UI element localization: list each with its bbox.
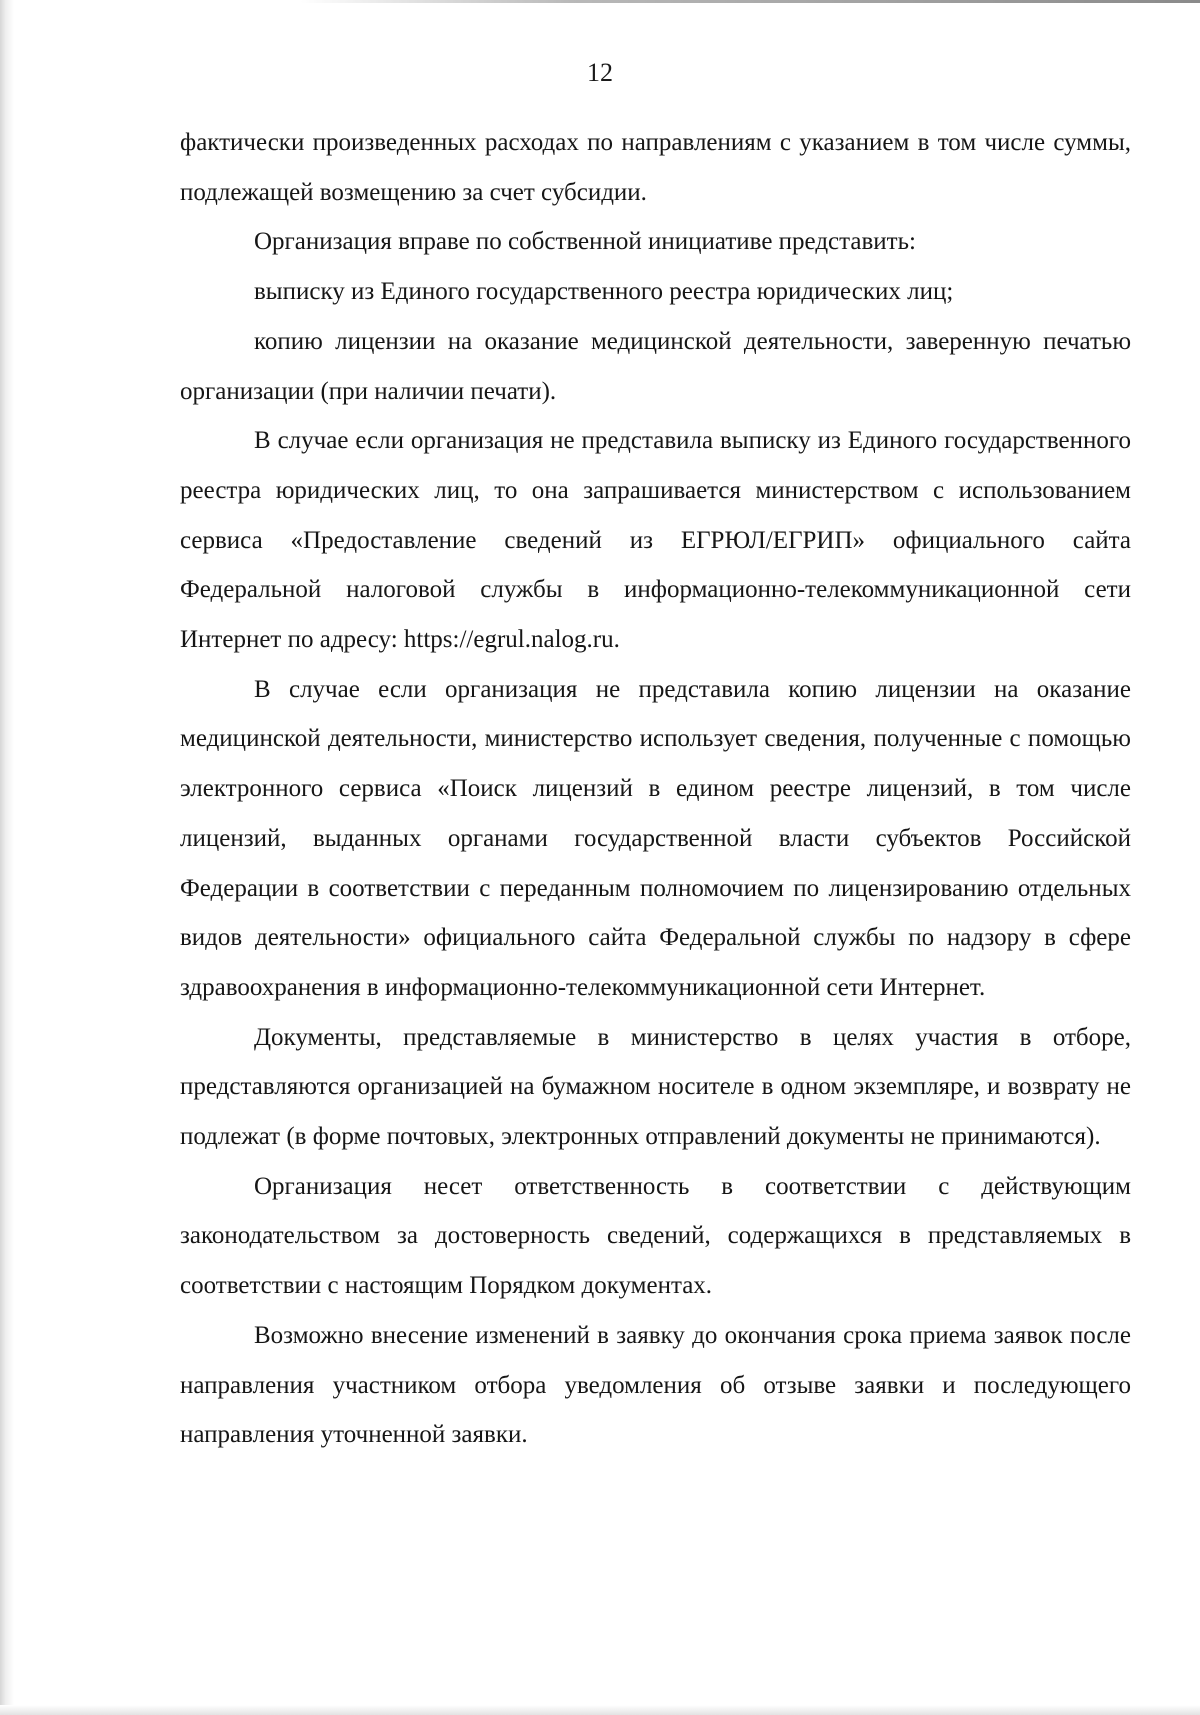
paragraph-license-copy: копию лицензии на оказание медицинской деятельности, заверенную печатью организации (при наличии печати). bbox=[180, 327, 1131, 405]
scan-edge-bottom bbox=[0, 1705, 1200, 1715]
paragraph-egrul-request: В случае если организация не представила выписку из Единого государственного реестра юридических лиц, то она запрашивается министерством с использованием сервиса «Предоставление сведений из ЕГРЮЛ/ЕГРИП» официального сайта Федеральной налоговой службы в информационно-телекоммуникационной сети Интернет по адресу: https://egrul.nalog.ru. bbox=[180, 427, 1131, 654]
paragraph-continuation: фактически произведенных расходах по направлениям с указанием в том числе суммы, подлежащей возмещению за счет субсидии. bbox=[180, 129, 1131, 206]
scan-edge-top bbox=[300, 0, 1200, 3]
paragraph-license-search: В случае если организация не представила копию лицензии на оказание медицинской деятельности, министерство использует сведения, полученные с помощью электронного сервиса «Поиск лицензий в едином реестре лицензий, в том числе лицензий, выданных органами государственной власти субъектов Российской Федерации в соответствии с переданным полномочием по лицензированию отдельных видов деятельности» официального сайта Федеральной службы по надзору в сфере здравоохранения в информационно-телекоммуникационной сети Интернет. bbox=[180, 675, 1131, 1001]
paragraph-paper-submission: Документы, представляемые в министерство в целях участия в отборе, представляются организацией на бумажном носителе в одном экземпляре, и возврату не подлежат (в форме почтовых, электронных отправлений документы не принимаются). bbox=[180, 1023, 1131, 1151]
paragraph-responsibility: Организация несет ответственность в соответствии с действующим законодательством за достоверность сведений, содержащихся в представляемых в соответствии с настоящим Порядком документах. bbox=[180, 1172, 1131, 1300]
paragraph-egrul-extract: выписку из Единого государственного реестра юридических лиц; bbox=[254, 278, 954, 306]
paragraph-application-changes: Возможно внесение изменений в заявку до окончания срока приема заявок после направления участником отбора уведомления об отзыве заявки и последующего направления уточненной заявки. bbox=[180, 1321, 1131, 1449]
scan-edge-left bbox=[0, 0, 14, 1715]
page-number: 12 bbox=[587, 58, 613, 87]
paragraph-optional-documents: Организация вправе по собственной инициативе представить: bbox=[254, 228, 916, 256]
document-body bbox=[180, 118, 1131, 1460]
